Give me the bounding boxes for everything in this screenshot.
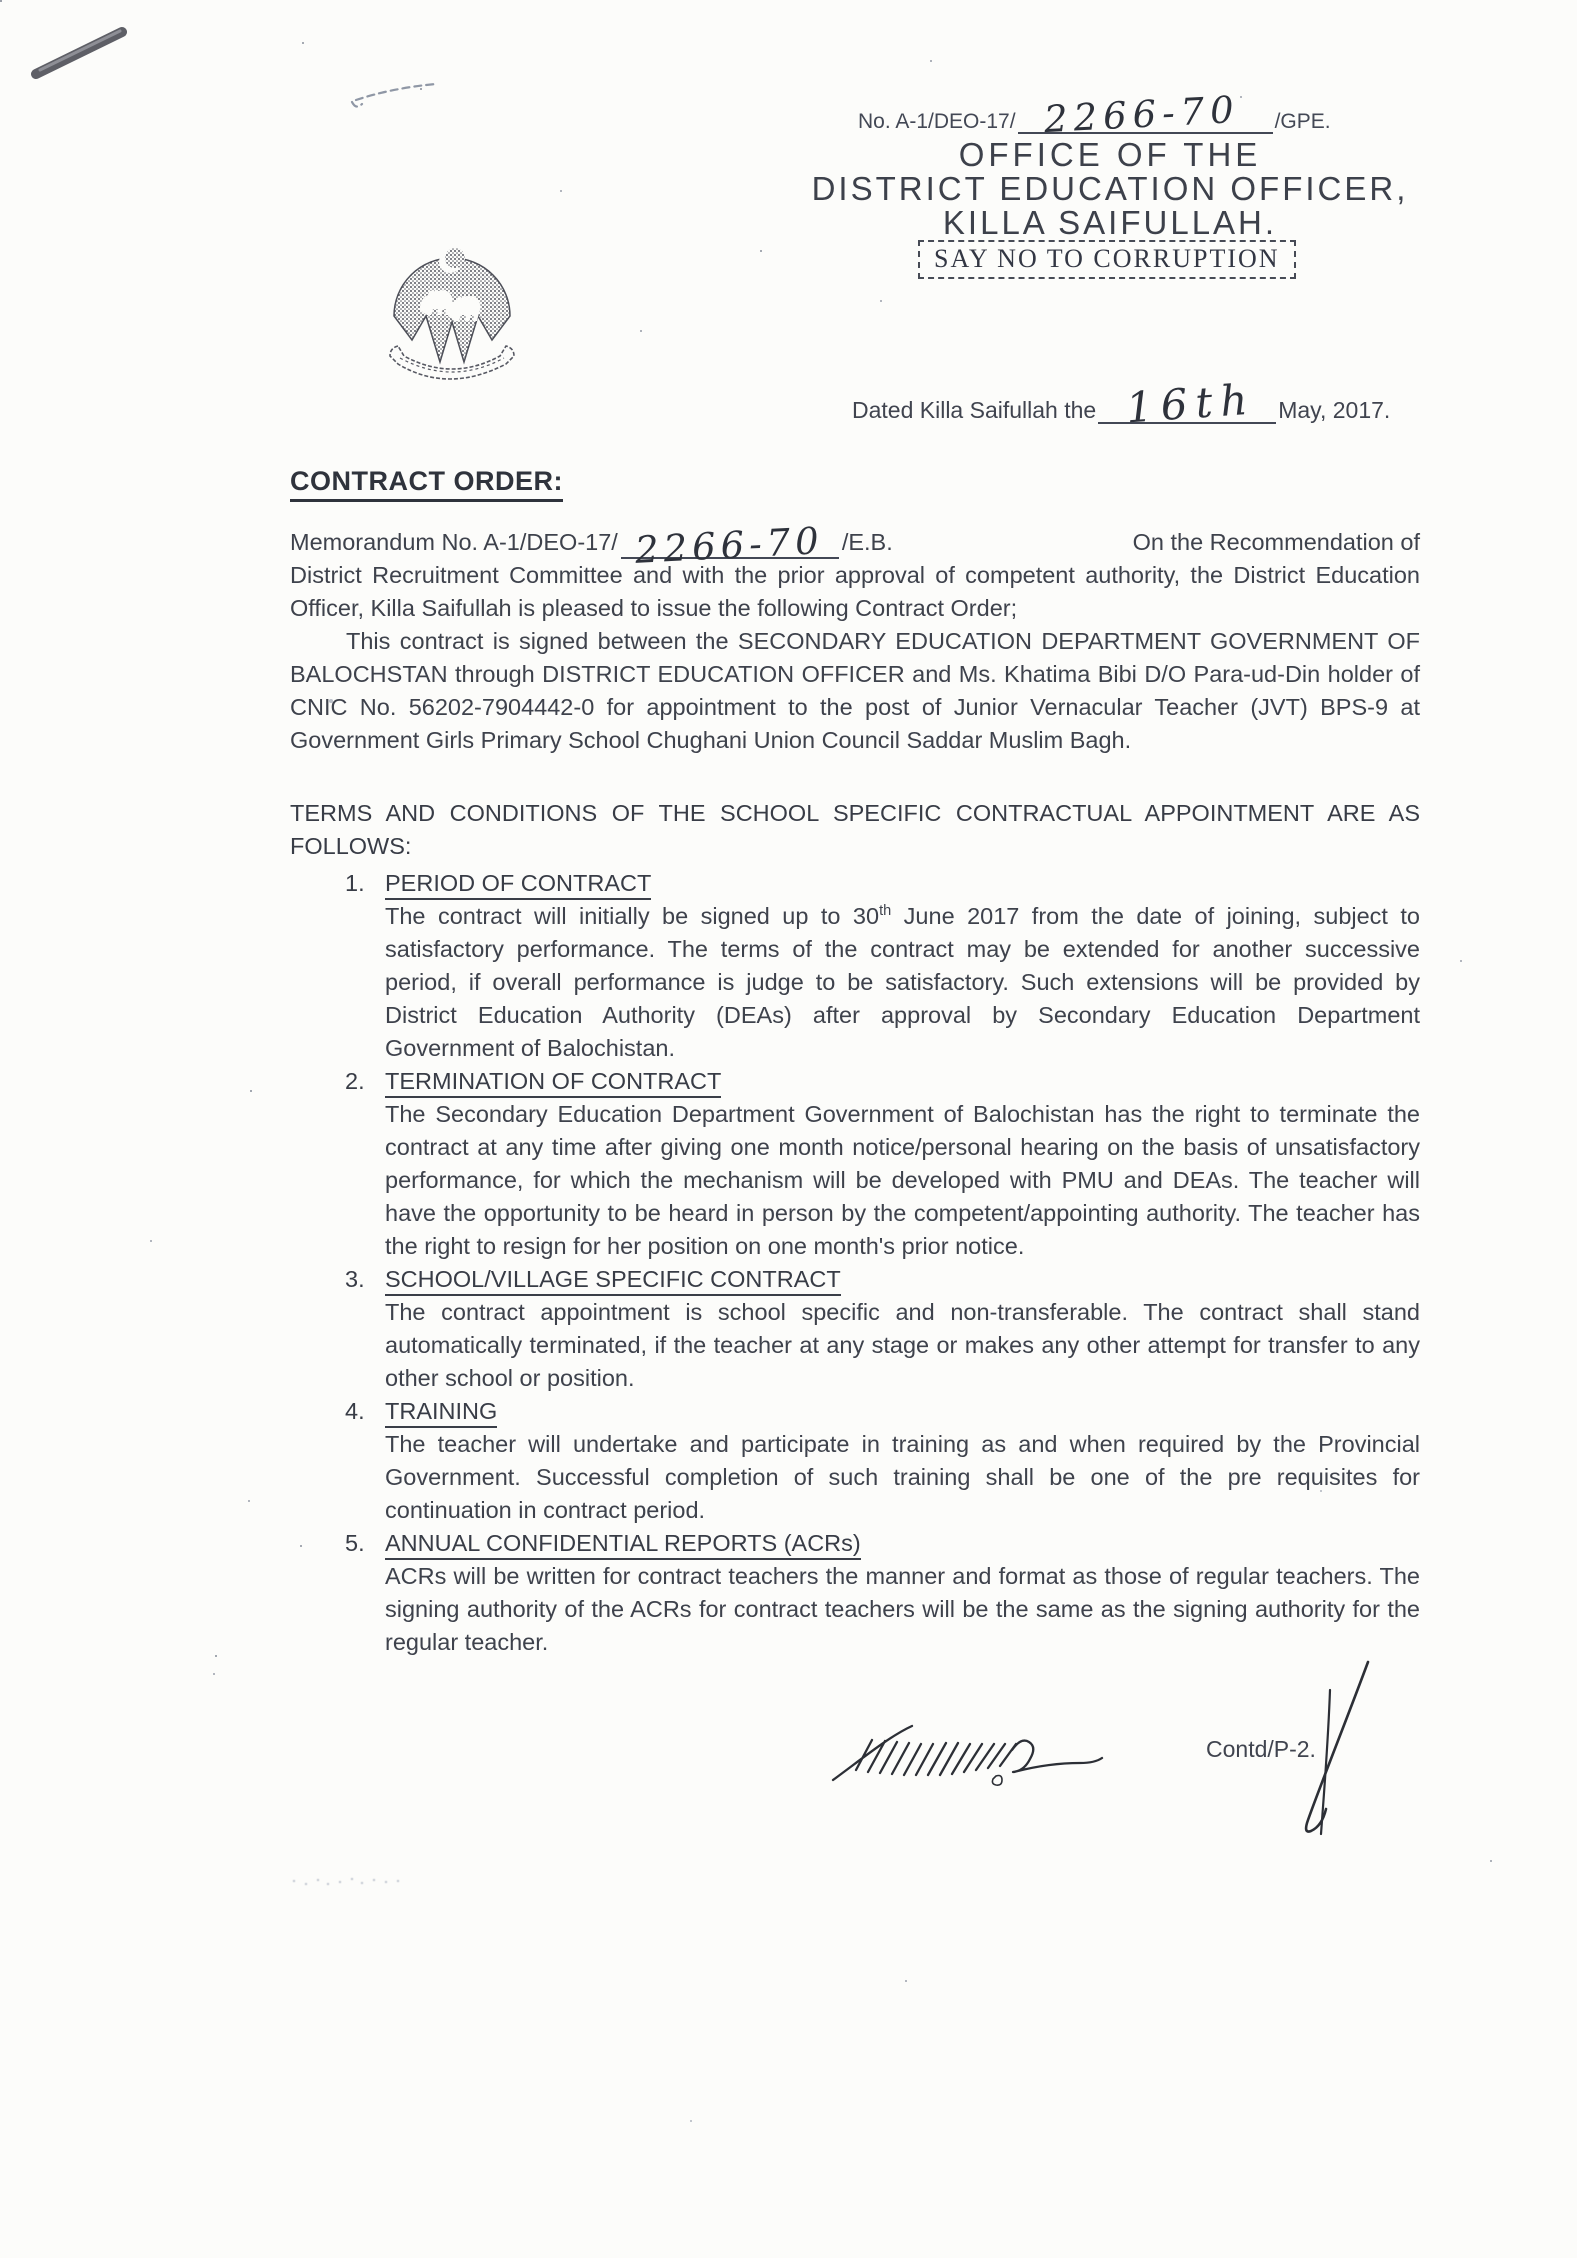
term-3-body: The contract appointment is school specific and non-transferable. The contract shall stand automatically terminated, if the teacher at any stage or makes any other attempt for transfer to any other school or position. [385, 1299, 1420, 1391]
term-3-content [385, 1263, 1420, 1395]
term-5-body: ACRs will be written for contract teachers the manner and format as those of regular teachers. The signing authority of the ACRs for contract teachers will be the same as the signing authority for the regular teacher. [385, 1563, 1420, 1655]
date-blank [1098, 374, 1276, 433]
contract-parties-paragraph: This contract is signed between the SECONDARY EDUCATION DEPARTMENT GOVERNMENT OF BALOCHSTAN through DISTRICT EDUCATION OFFICER and Ms. Khatima Bibi D/O Para-ud-Din holder of CNIC No. 56202-7904442-0 for appointment to the post of Junior Vernacular Teacher (JVT) BPS-9 at Government Girls Primary School Chughani Union Council Saddar Muslim Bagh. [290, 628, 1420, 753]
term-item-2 [290, 1065, 1420, 1263]
terms-and-conditions-heading: TERMS AND CONDITIONS OF THE SCHOOL SPECIFIC CONTRACTUAL APPOINTMENT ARE AS FOLLOWS: [290, 800, 1420, 859]
date-line [852, 374, 1391, 433]
term-4-body: The teacher will undertake and participate in training as and when required by the Provincial Government. Successful completion of such training shall be one of the pre requisites for continuation in contract period. [385, 1431, 1420, 1523]
district-crest-emblem [386, 226, 518, 396]
document-title: CONTRACT ORDER: [290, 466, 563, 502]
ref-suffix: /GPE. [1274, 110, 1331, 133]
crest-ribbon [390, 346, 514, 379]
memo-number-handwritten: 2266-70 [633, 519, 825, 572]
term-1-content [385, 867, 1420, 1065]
term-2-number: 2. [345, 1068, 365, 1094]
ref-number-blank [1018, 87, 1273, 142]
term-4-heading: TRAINING [385, 1396, 497, 1428]
term-3-heading: SCHOOL/VILLAGE SPECIFIC CONTRACT [385, 1264, 841, 1296]
term-2-body: The Secondary Education Department Government of Balochistan has the right to terminate the contract at any time after giving one month notice/personal hearing on the basis of unsatisfactory performance, for which the mechanism will be developed with PMU and DEAs. The teacher will have the opportunity to be heard in person by the competent/appointing authority. The teacher has the right to resign for her position on one month's prior notice. [385, 1101, 1420, 1259]
date-suffix: May, 2017. [1278, 397, 1391, 423]
ref-number-handwritten: 2266-70 [1042, 87, 1241, 142]
document-body [290, 466, 1420, 1659]
term-2-heading: TERMINATION OF CONTRACT [385, 1066, 721, 1098]
term-2-content [385, 1065, 1420, 1263]
term-4-content [385, 1395, 1420, 1527]
term-4-number: 4. [345, 1398, 365, 1424]
office-header [780, 138, 1440, 240]
term-1-body-end: June 2017 from the date of joining, subject to satisfactory performance. The terms of the contract may be extended for another successive period, if overall performance is judge to be satisfactory. Such extensions will be provided by District Education Authority (DEAs) after approval by Secondary Education Department Government of Balochistan. [385, 903, 1421, 1061]
memo-suffix: /E.B. [841, 529, 893, 555]
term-5-number: 5. [345, 1530, 365, 1556]
contd-page-note: Contd/P-2. [1206, 1736, 1316, 1762]
term-3-number: 3. [345, 1266, 365, 1292]
office-header-line2: DISTRICT EDUCATION OFFICER, [811, 170, 1409, 207]
ref-prefix: No. A-1/DEO-17/ [858, 110, 1016, 133]
term-1-body [385, 900, 1420, 1065]
scan-noise-specks [0, 0, 2, 2]
pen-stroke-mark [22, 18, 142, 88]
term-item-3 [290, 1263, 1420, 1395]
faint-stamp-smudge [288, 1872, 406, 1888]
term-5-heading: ANNUAL CONFIDENTIAL REPORTS (ACRs) [385, 1528, 861, 1560]
reference-number-line [858, 87, 1331, 142]
officer-signature-scribble [828, 1692, 1118, 1792]
pen-stroke-over-contd [1268, 1658, 1398, 1853]
date-prefix: Dated Killa Saifullah the [852, 397, 1097, 423]
office-header-line1: OFFICE OF THE [958, 136, 1262, 173]
date-day-handwritten: 16th [1124, 374, 1258, 433]
term-item-5 [290, 1527, 1420, 1659]
term-item-1 [290, 867, 1420, 1065]
terms-list [290, 867, 1420, 1659]
memo-prefix: Memorandum No. A-1/DEO-17/ [290, 529, 618, 555]
memorandum-line [290, 519, 1420, 572]
memo-number-blank [621, 519, 839, 572]
term-1-heading: PERIOD OF CONTRACT [385, 868, 651, 900]
office-header-line3: KILLA SAIFULLAH. [942, 204, 1278, 241]
term-1-body-start: The contract will initially be signed up to 30 [385, 903, 880, 929]
term-item-4 [290, 1395, 1420, 1527]
term-5-content [385, 1527, 1420, 1659]
term-1-number: 1. [345, 870, 365, 896]
faint-scribble-mark [348, 72, 443, 112]
memo-line1-tail: On the Recommendation of [1132, 529, 1420, 555]
memorandum-continuation: District Recruitment Committee and with the prior approval of competent authority, the District Education Officer, Killa Saifullah is pleased to issue the following Contract Order; [290, 562, 1420, 621]
term-1-ordinal-superscript: th [879, 903, 892, 920]
say-no-to-corruption-box: SAY NO TO CORRUPTION [918, 240, 1296, 279]
